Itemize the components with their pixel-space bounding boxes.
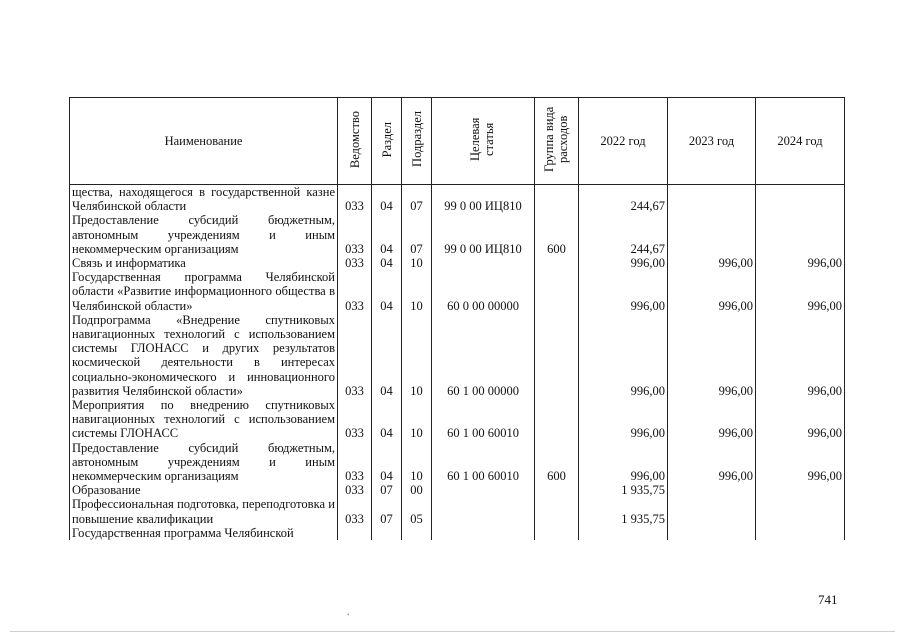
row-name: Мероприятия по внедрению спутниковых навигационных технологий с использованием системы ГЛОНАСС (70, 398, 338, 441)
page-edge-line (10, 631, 895, 632)
row-expense-group (535, 483, 579, 497)
page-number: 741 (818, 592, 838, 607)
row-name: Предоставление субсидий бюджетным, автономным учреждениям и иным некоммерческим организациям (70, 441, 338, 484)
row-2024 (756, 213, 845, 256)
row-department: 033 (338, 213, 372, 256)
row-expense-group: 600 (535, 213, 579, 256)
row-expense-group (535, 185, 579, 214)
row-subsection: 10 (402, 441, 432, 484)
row-2022: 244,67 (579, 185, 668, 214)
row-subsection: 10 (402, 313, 432, 398)
table-row (70, 398, 845, 441)
header-expense-group: Группа вида расходов (535, 98, 579, 185)
row-section: 07 (372, 497, 402, 525)
row-target-article: 60 1 00 60010 (432, 398, 535, 441)
row-name: Государственная программа Челябинской области «Развитие информационного общества в Челябинской области» (70, 270, 338, 313)
row-target-article: 99 0 00 ИЦ810 (432, 185, 535, 214)
row-section: 04 (372, 398, 402, 441)
row-expense-group (535, 398, 579, 441)
row-2023: 996,00 (668, 270, 756, 313)
row-2024: 996,00 (756, 270, 845, 313)
row-target-article (432, 526, 535, 540)
row-2024: 996,00 (756, 256, 845, 270)
header-year-2023: 2023 год (668, 98, 756, 185)
row-expense-group (535, 313, 579, 398)
row-target-article (432, 497, 535, 525)
row-subsection (402, 526, 432, 540)
row-2024 (756, 526, 845, 540)
table-row (70, 441, 845, 484)
row-department: 033 (338, 185, 372, 214)
row-2023 (668, 213, 756, 256)
row-2022: 996,00 (579, 256, 668, 270)
row-target-article: 60 1 00 00000 (432, 313, 535, 398)
table-row (70, 497, 845, 525)
row-name: Образование (70, 483, 338, 497)
row-name: Профессиональная подготовка, переподготовка и повышение квалификации (70, 497, 338, 525)
row-2024 (756, 185, 845, 214)
row-2022: 244,67 (579, 213, 668, 256)
row-expense-group (535, 256, 579, 270)
header-target-article: Целевая статья (432, 98, 535, 185)
row-department: 033 (338, 270, 372, 313)
table-row (70, 185, 845, 214)
row-subsection: 07 (402, 185, 432, 214)
row-section: 07 (372, 483, 402, 497)
row-subsection: 10 (402, 256, 432, 270)
row-expense-group (535, 497, 579, 525)
row-2024 (756, 483, 845, 497)
row-2023: 996,00 (668, 398, 756, 441)
row-2024: 996,00 (756, 441, 845, 484)
row-2023: 996,00 (668, 441, 756, 484)
row-section: 04 (372, 313, 402, 398)
row-2022 (579, 526, 668, 540)
row-department: 033 (338, 497, 372, 525)
header-year-2024: 2024 год (756, 98, 845, 185)
table-row (70, 213, 845, 256)
row-2022: 996,00 (579, 441, 668, 484)
table-row (70, 270, 845, 313)
row-section: 04 (372, 185, 402, 214)
row-name: Подпрограмма «Внедрение спутниковых навигационных технологий с использованием системы ГЛОНАСС и других результатов космической деятельности в интересах социально-экономического и инновационного развития Челябинской области» (70, 313, 338, 398)
row-subsection: 05 (402, 497, 432, 525)
row-2023 (668, 497, 756, 525)
row-department: 033 (338, 483, 372, 497)
table-row (70, 483, 845, 497)
row-expense-group (535, 270, 579, 313)
row-subsection: 10 (402, 398, 432, 441)
row-2024: 996,00 (756, 313, 845, 398)
row-subsection: 07 (402, 213, 432, 256)
row-section: 04 (372, 256, 402, 270)
row-department (338, 526, 372, 540)
table-header-row (70, 98, 845, 185)
header-department: Ведомство (338, 98, 372, 185)
row-target-article: 60 1 00 60010 (432, 441, 535, 484)
row-2022: 996,00 (579, 398, 668, 441)
row-target-article (432, 256, 535, 270)
row-name: щества, находящегося в государственной казне Челябинской области (70, 185, 338, 214)
row-section: 04 (372, 441, 402, 484)
header-year-2022: 2022 год (579, 98, 668, 185)
row-expense-group: 600 (535, 441, 579, 484)
row-target-article (432, 483, 535, 497)
row-expense-group (535, 526, 579, 540)
row-2023: 996,00 (668, 313, 756, 398)
row-name: Предоставление субсидий бюджетным, автономным учреждениям и иным некоммерческим организациям (70, 213, 338, 256)
table-row (70, 256, 845, 270)
row-section (372, 526, 402, 540)
row-department: 033 (338, 398, 372, 441)
table-row (70, 526, 845, 540)
row-target-article: 60 0 00 00000 (432, 270, 535, 313)
row-2023 (668, 185, 756, 214)
row-target-article: 99 0 00 ИЦ810 (432, 213, 535, 256)
row-department: 033 (338, 256, 372, 270)
row-2023: 996,00 (668, 256, 756, 270)
row-2024 (756, 497, 845, 525)
row-2022: 1 935,75 (579, 497, 668, 525)
row-2023 (668, 483, 756, 497)
row-2023 (668, 526, 756, 540)
row-name: Государственная программа Челябинской (70, 526, 338, 540)
budget-table (69, 97, 845, 540)
row-section: 04 (372, 213, 402, 256)
row-subsection: 00 (402, 483, 432, 497)
row-name: Связь и информатика (70, 256, 338, 270)
row-2022: 1 935,75 (579, 483, 668, 497)
row-section: 04 (372, 270, 402, 313)
table-row (70, 313, 845, 398)
row-department: 033 (338, 441, 372, 484)
header-subsection: Подраздел (402, 98, 432, 185)
row-2022: 996,00 (579, 270, 668, 313)
row-subsection: 10 (402, 270, 432, 313)
header-section: Раздел (372, 98, 402, 185)
header-name: Наименование (70, 98, 338, 185)
row-department: 033 (338, 313, 372, 398)
row-2022: 996,00 (579, 313, 668, 398)
row-2024: 996,00 (756, 398, 845, 441)
page-center-mark: • (347, 611, 350, 619)
